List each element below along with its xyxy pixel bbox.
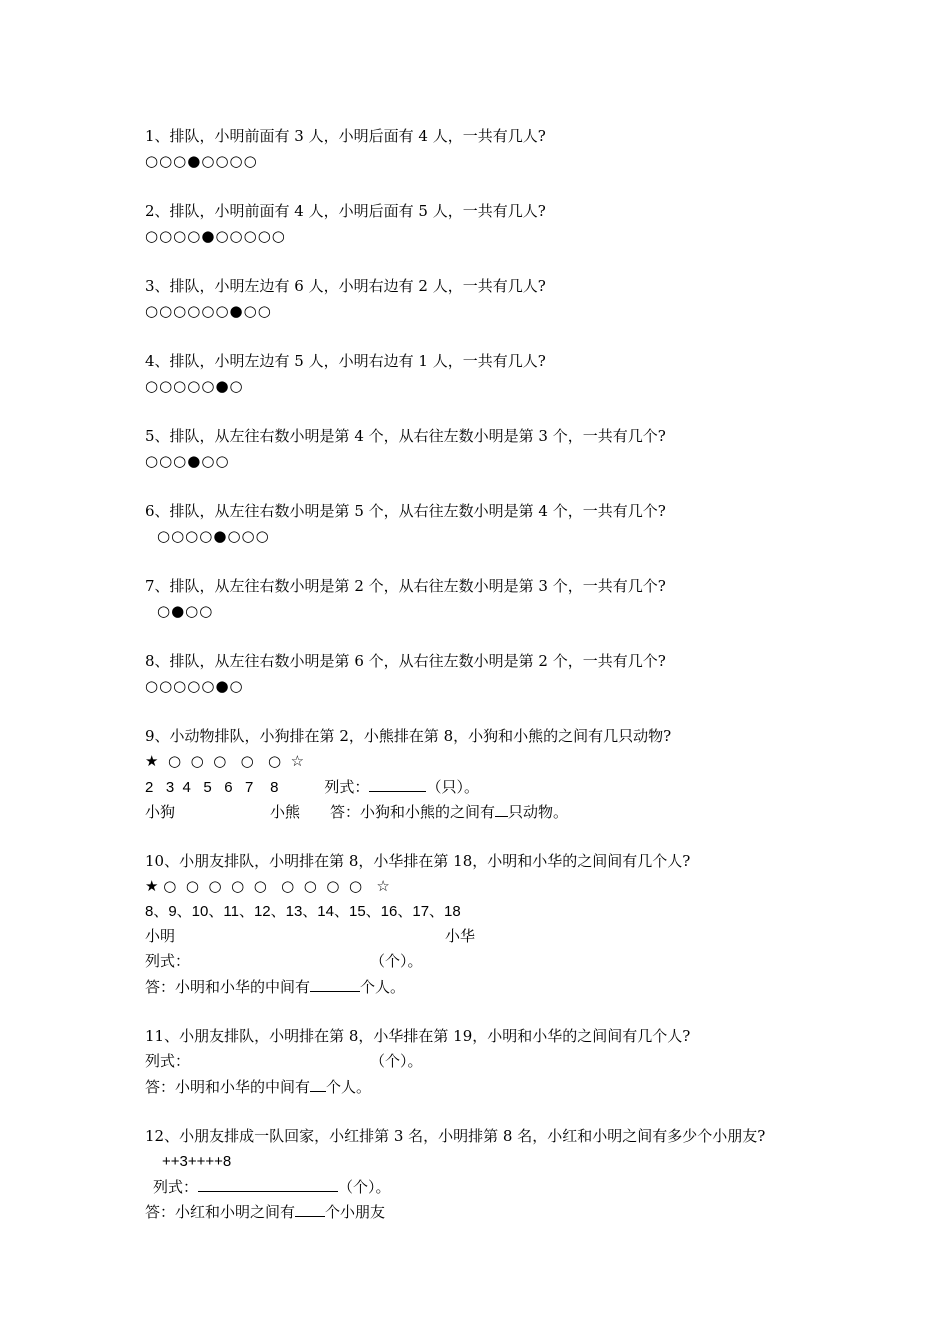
- question-10: 10、小朋友排队，小明排在第 8，小华排在第 18，小明和小华的之间间有几个人?: [145, 852, 691, 870]
- queue-diagram-5: ○○○●○○: [145, 452, 230, 470]
- answer-line-12: [145, 1199, 845, 1224]
- formula-line-11: [145, 1049, 845, 1074]
- spacer: [145, 1099, 845, 1124]
- name-bear: 小熊: [270, 803, 301, 821]
- formula-unit: （个）。: [370, 952, 423, 970]
- spacer: [145, 549, 845, 574]
- spacer: [145, 999, 845, 1024]
- hint-line-12: ++3++++8: [162, 1153, 232, 1170]
- formula-unit: （个）。: [370, 1052, 423, 1070]
- queue-diagram-7: ○●○○: [157, 602, 214, 620]
- question-5: 5、排队，从左往右数小明是第 4 个，从右往左数小明是第 3 个，一共有几个?: [145, 427, 666, 445]
- name-xiaoming: 小明: [145, 927, 176, 945]
- spacer: [145, 474, 845, 499]
- answer-blank[interactable]: [495, 799, 508, 817]
- queue-diagram-6: ○○○○●○○○: [157, 527, 270, 545]
- question-4: 4、排队，小明左边有 5 人，小明右边有 1 人，一共有几人?: [145, 352, 546, 370]
- answer-blank[interactable]: [310, 1074, 326, 1092]
- question-12: 12、小朋友排成一队回家，小红排第 3 名，小明排第 8 名，小红和小明之间有多少个小朋友?: [145, 1127, 766, 1145]
- answer-suffix: 个小朋友: [325, 1203, 386, 1221]
- spacer: [145, 699, 845, 724]
- spacer: [145, 324, 845, 349]
- answer-line-10: [145, 974, 845, 999]
- formula-line-12: [145, 1174, 845, 1199]
- formula-label: 列式：: [324, 778, 370, 796]
- answer-suffix: 个人。: [326, 1078, 372, 1096]
- spacer: [145, 824, 845, 849]
- worksheet-page: [145, 124, 845, 1224]
- question-11: 11、小朋友排队，小明排在第 8，小华排在第 19，小明和小华的之间间有几个人?: [145, 1027, 691, 1045]
- question-3: 3、排队，小明左边有 6 人，小明右边有 2 人，一共有几人?: [145, 277, 546, 295]
- question-1: 1、排队，小明前面有 3 人，小明后面有 4 人，一共有几人?: [145, 127, 546, 145]
- spacer: [145, 174, 845, 199]
- question-2: 2、排队，小明前面有 4 人，小明后面有 5 人，一共有几人?: [145, 202, 546, 220]
- answer-suffix: 个人。: [360, 978, 406, 996]
- formula-label: 列式：: [145, 952, 191, 970]
- formula-blank[interactable]: [198, 1174, 338, 1192]
- formula-label: 列式：: [153, 1178, 199, 1196]
- answer-prefix: 答：小红和小明之间有: [145, 1203, 296, 1221]
- queue-diagram-3: ○○○○○○●○○: [145, 302, 272, 320]
- formula-blank[interactable]: [369, 774, 426, 792]
- position-numbers: 2 3 4 5 6 7 8: [145, 779, 279, 796]
- queue-names-9: [145, 799, 845, 824]
- queue-symbols-9: ★ ○ ○ ○ ○ ○ ☆: [145, 752, 305, 770]
- formula-line-10: [145, 949, 845, 974]
- answer-line-11: [145, 1074, 845, 1099]
- spacer: [145, 249, 845, 274]
- answer-prefix: 答：小明和小华的中间有: [145, 978, 311, 996]
- answer-prefix: 答：小狗和小熊的之间有: [330, 803, 496, 821]
- queue-numbers-10: 8、9、10、11、12、13、14、15、16、17、18: [145, 903, 461, 920]
- answer-blank[interactable]: [310, 974, 360, 992]
- formula-unit: （只）。: [426, 778, 479, 796]
- formula-label: 列式：: [145, 1052, 191, 1070]
- formula-unit: （个）。: [338, 1178, 391, 1196]
- queue-diagram-2: ○○○○●○○○○○: [145, 227, 286, 245]
- queue-names-10: [145, 924, 845, 949]
- question-9: 9、小动物排队，小狗排在第 2，小熊排在第 8，小狗和小熊的之间有几只动物?: [145, 727, 672, 745]
- queue-symbols-10: ★ ○ ○ ○ ○ ○ ○ ○ ○ ○ ☆: [145, 877, 390, 895]
- spacer: [145, 399, 845, 424]
- answer-blank[interactable]: [295, 1199, 325, 1217]
- name-xiaohua: 小华: [445, 927, 476, 945]
- name-dog: 小狗: [145, 803, 176, 821]
- answer-suffix: 只动物。: [508, 803, 569, 821]
- question-7: 7、排队，从左往右数小明是第 2 个，从右往左数小明是第 3 个，一共有几个?: [145, 577, 666, 595]
- queue-diagram-4: ○○○○○●○: [145, 377, 244, 395]
- queue-diagram-8: ○○○○○●○: [145, 677, 244, 695]
- queue-numbers-9: [145, 774, 845, 799]
- question-8: 8、排队，从左往右数小明是第 6 个，从右往左数小明是第 2 个，一共有几个?: [145, 652, 666, 670]
- queue-diagram-1: ○○○●○○○○: [145, 152, 258, 170]
- spacer: [145, 624, 845, 649]
- answer-prefix: 答：小明和小华的中间有: [145, 1078, 311, 1096]
- question-6: 6、排队，从左往右数小明是第 5 个，从右往左数小明是第 4 个，一共有几个?: [145, 502, 666, 520]
